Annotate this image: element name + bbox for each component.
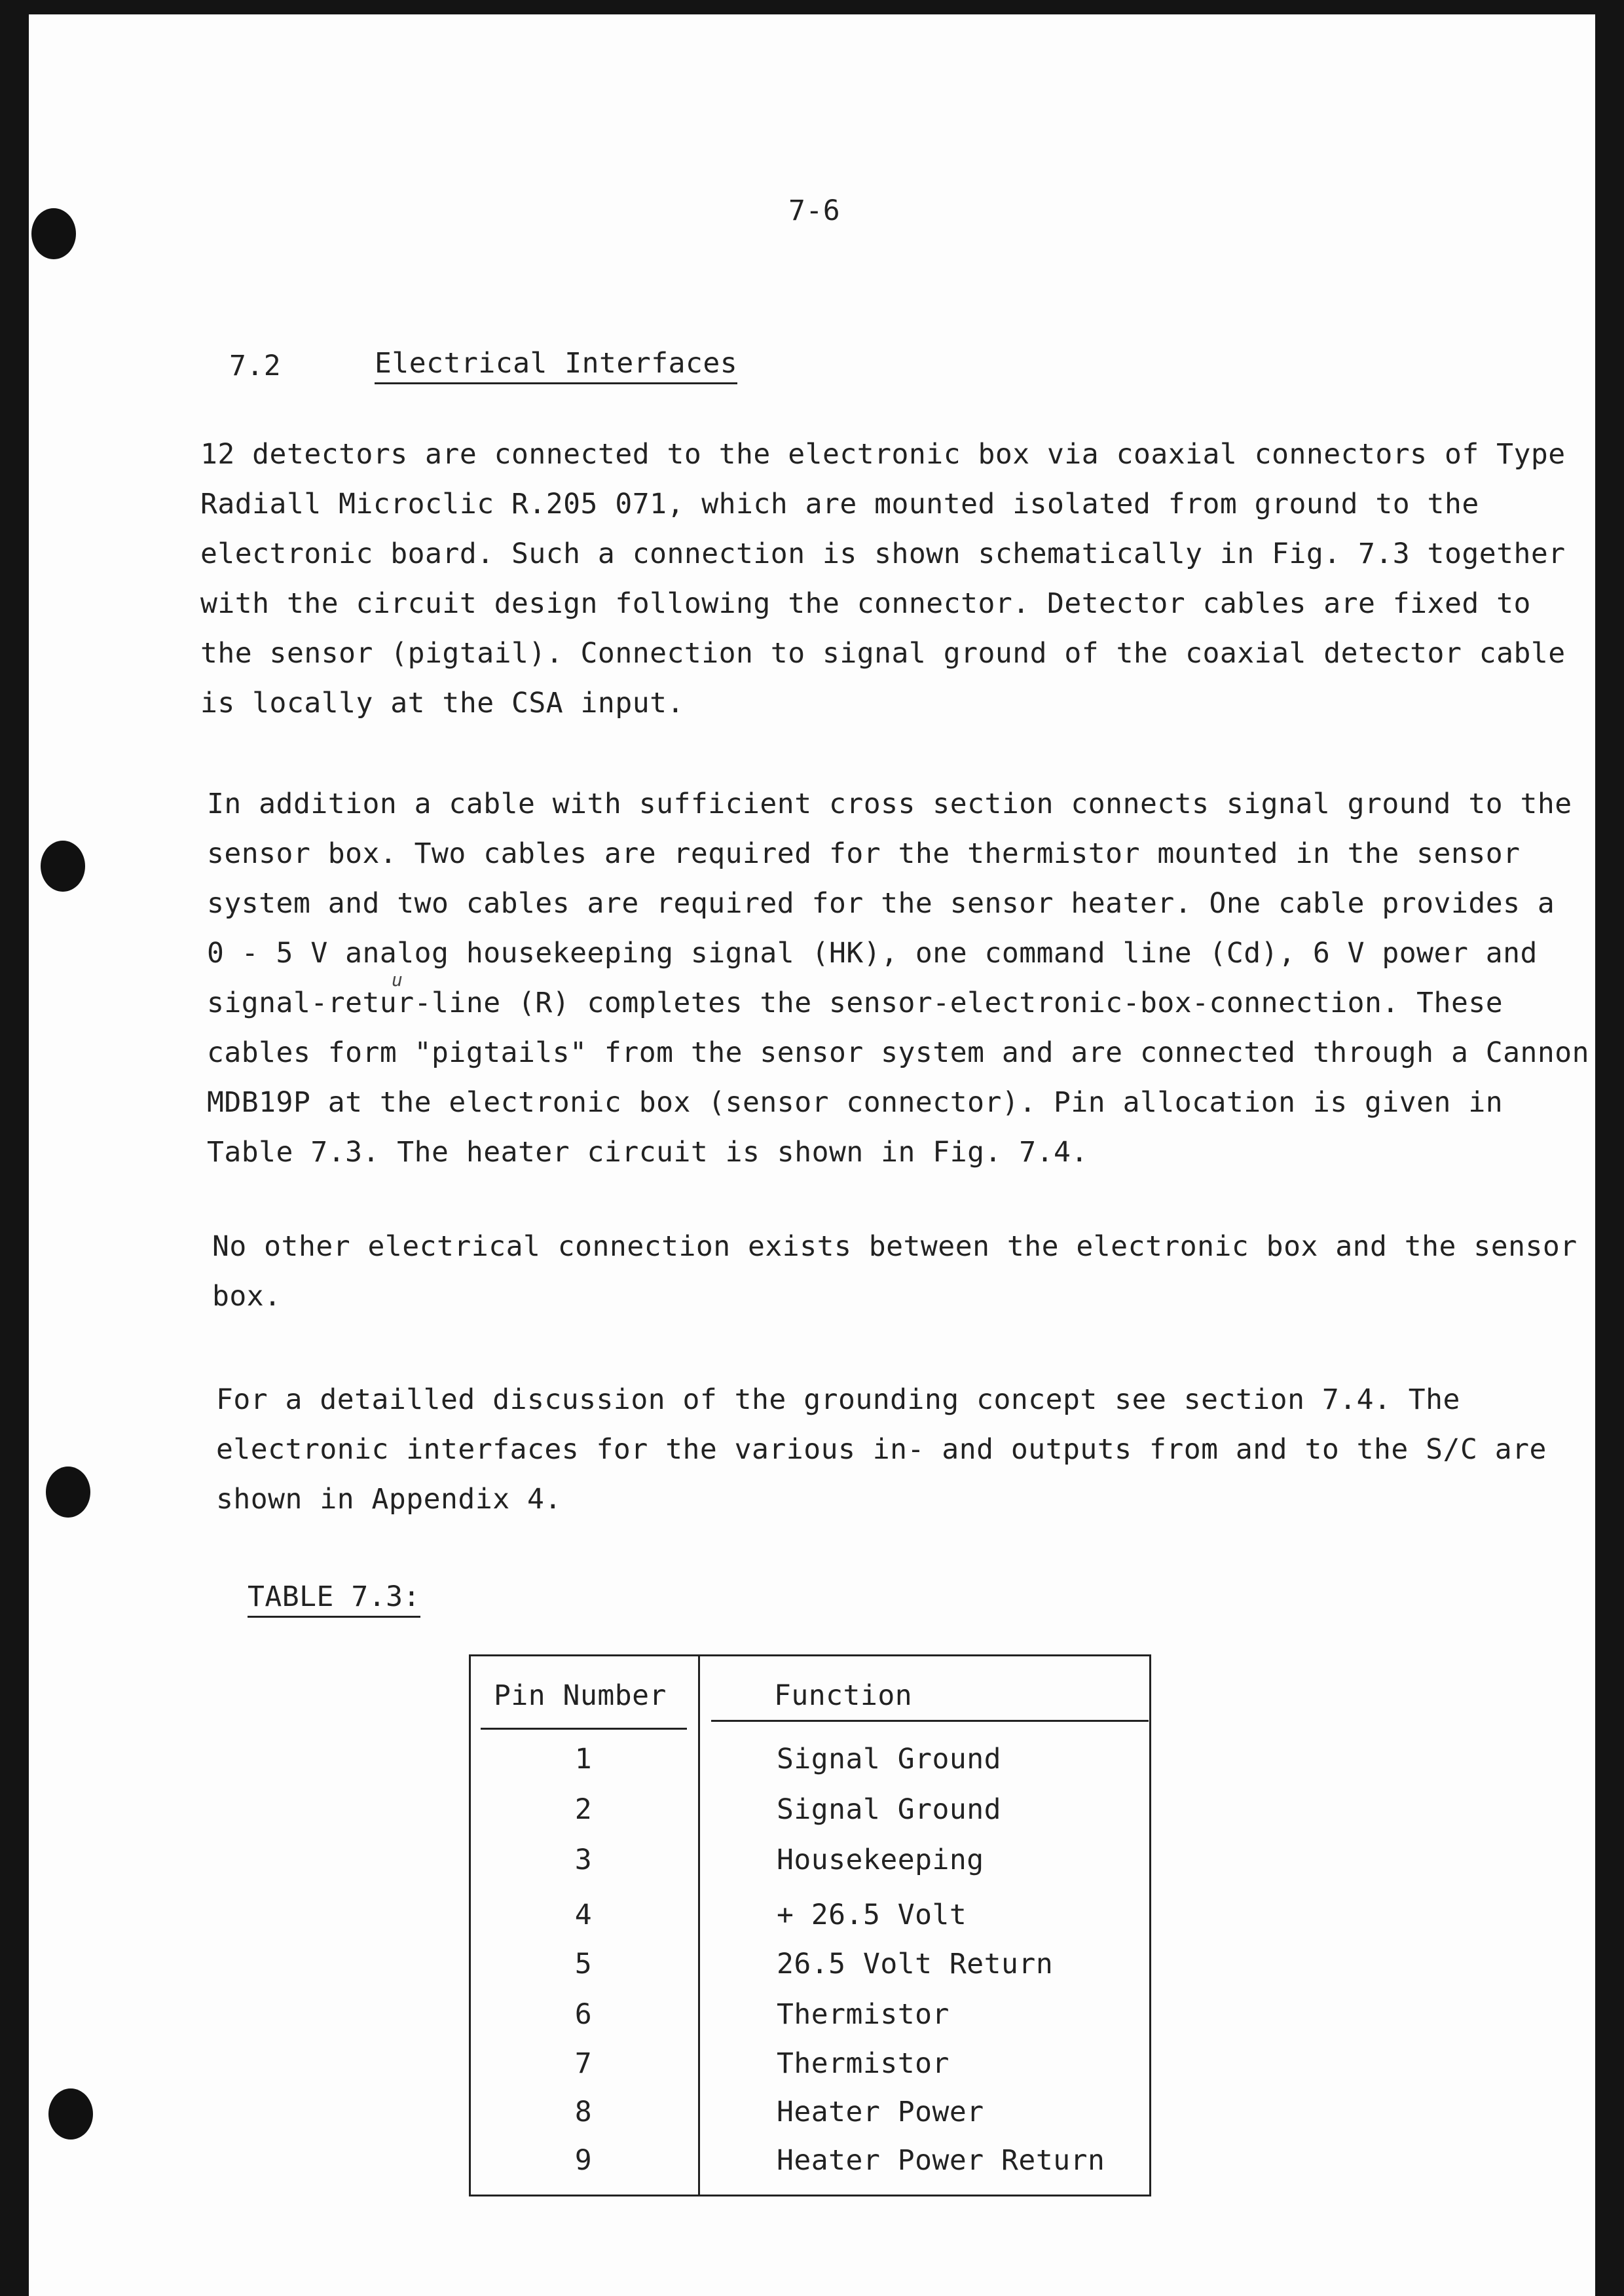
pin-cell: 6: [574, 1998, 593, 2031]
pin-allocation-table: [469, 1654, 1150, 2195]
punch-hole-4: [48, 2088, 93, 2140]
table-row: [469, 1899, 1150, 1948]
column-header-function: Function: [774, 1679, 913, 1712]
text-line: shown in Appendix 4.: [216, 1483, 562, 1516]
paragraph-grounding: [216, 1375, 1565, 1524]
section-title: Electrical Interfaces: [375, 347, 737, 384]
pin-cell: 9: [574, 2144, 593, 2177]
punch-hole-2: [41, 841, 85, 892]
pin-cell: 8: [574, 2096, 593, 2128]
pin-cell: 5: [574, 1948, 593, 1980]
paragraph-detectors: [200, 429, 1566, 728]
table-row: [469, 1743, 1150, 1793]
function-cell: 26.5 Volt Return: [777, 1948, 1054, 1980]
pin-cell: 2: [574, 1793, 593, 1826]
paragraph-no-other-connection: [212, 1222, 1578, 1321]
table-row: [469, 1793, 1150, 1843]
function-cell: Heater Power: [777, 2096, 984, 2128]
text-line: signal-retur-line (R) completes the sensor-electronic-box-connection. These: [207, 987, 1504, 1019]
text-line: with the circuit design following the connector. Detector cables are fixed to: [200, 587, 1531, 620]
function-cell: + 26.5 Volt: [777, 1899, 967, 1931]
function-cell: Thermistor: [777, 2047, 950, 2080]
text-line: system and two cables are required for the sensor heater. One cable provides a: [207, 887, 1555, 920]
document-page: [29, 14, 1595, 2296]
function-cell: Thermistor: [777, 1998, 950, 2031]
text-line: In addition a cable with sufficient cross section connects signal ground to the: [207, 788, 1572, 820]
function-cell: Housekeeping: [777, 1844, 984, 1876]
handwritten-annotation: u: [392, 969, 403, 991]
paragraph-cables: [207, 779, 1590, 1177]
page-number: 7-6: [788, 194, 841, 227]
table-row: [469, 1948, 1150, 1997]
section-number: 7.2: [229, 350, 282, 382]
table-row: [469, 2096, 1150, 2145]
pin-cell: 4: [574, 1899, 593, 1931]
table-row: [469, 1998, 1150, 2048]
function-cell: Signal Ground: [777, 1793, 1002, 1826]
table-row: [469, 2047, 1150, 2097]
text-line: the sensor (pigtail). Connection to signal ground of the coaxial detector cable: [200, 637, 1566, 670]
text-line: 12 detectors are connected to the electronic box via coaxial connectors of Type: [200, 438, 1566, 471]
table-row: [469, 2144, 1150, 2194]
text-line: sensor box. Two cables are required for the thermistor mounted in the sensor: [207, 837, 1521, 870]
pin-cell: 3: [574, 1844, 593, 1876]
pin-cell: 7: [574, 2047, 593, 2080]
text-line: For a detailled discussion of the grounding concept see section 7.4. The: [216, 1383, 1460, 1416]
header-rule: [711, 1720, 1149, 1722]
text-line: 0 - 5 V analog housekeeping signal (HK), one command line (Cd), 6 V power and: [207, 937, 1538, 970]
table-label: TABLE 7.3:: [248, 1580, 420, 1618]
column-header-pin: Pin Number: [494, 1679, 667, 1712]
text-line: electronic board. Such a connection is shown schematically in Fig. 7.3 together: [200, 538, 1566, 570]
function-cell: Signal Ground: [777, 1743, 1002, 1776]
table-row: [469, 1844, 1150, 1893]
header-rule: [481, 1728, 687, 1730]
text-line: Radiall Microclic R.205 071, which are mounted isolated from ground to the: [200, 488, 1479, 520]
text-line: electronic interfaces for the various in- and outputs from and to the S/C are: [216, 1433, 1547, 1466]
text-line: MDB19P at the electronic box (sensor connector). Pin allocation is given in: [207, 1086, 1504, 1119]
text-line: box.: [212, 1280, 282, 1313]
pin-cell: 1: [574, 1743, 593, 1776]
function-cell: Heater Power Return: [777, 2144, 1105, 2177]
text-line: Table 7.3. The heater circuit is shown in Fig. 7.4.: [207, 1136, 1088, 1169]
punch-hole-3: [46, 1467, 90, 1518]
text-line: is locally at the CSA input.: [200, 687, 684, 720]
text-line: No other electrical connection exists between the electronic box and the sensor: [212, 1230, 1578, 1263]
text-line: cables form "pigtails" from the sensor system and are connected through a Cannon: [207, 1036, 1590, 1069]
punch-hole-1: [31, 208, 76, 259]
